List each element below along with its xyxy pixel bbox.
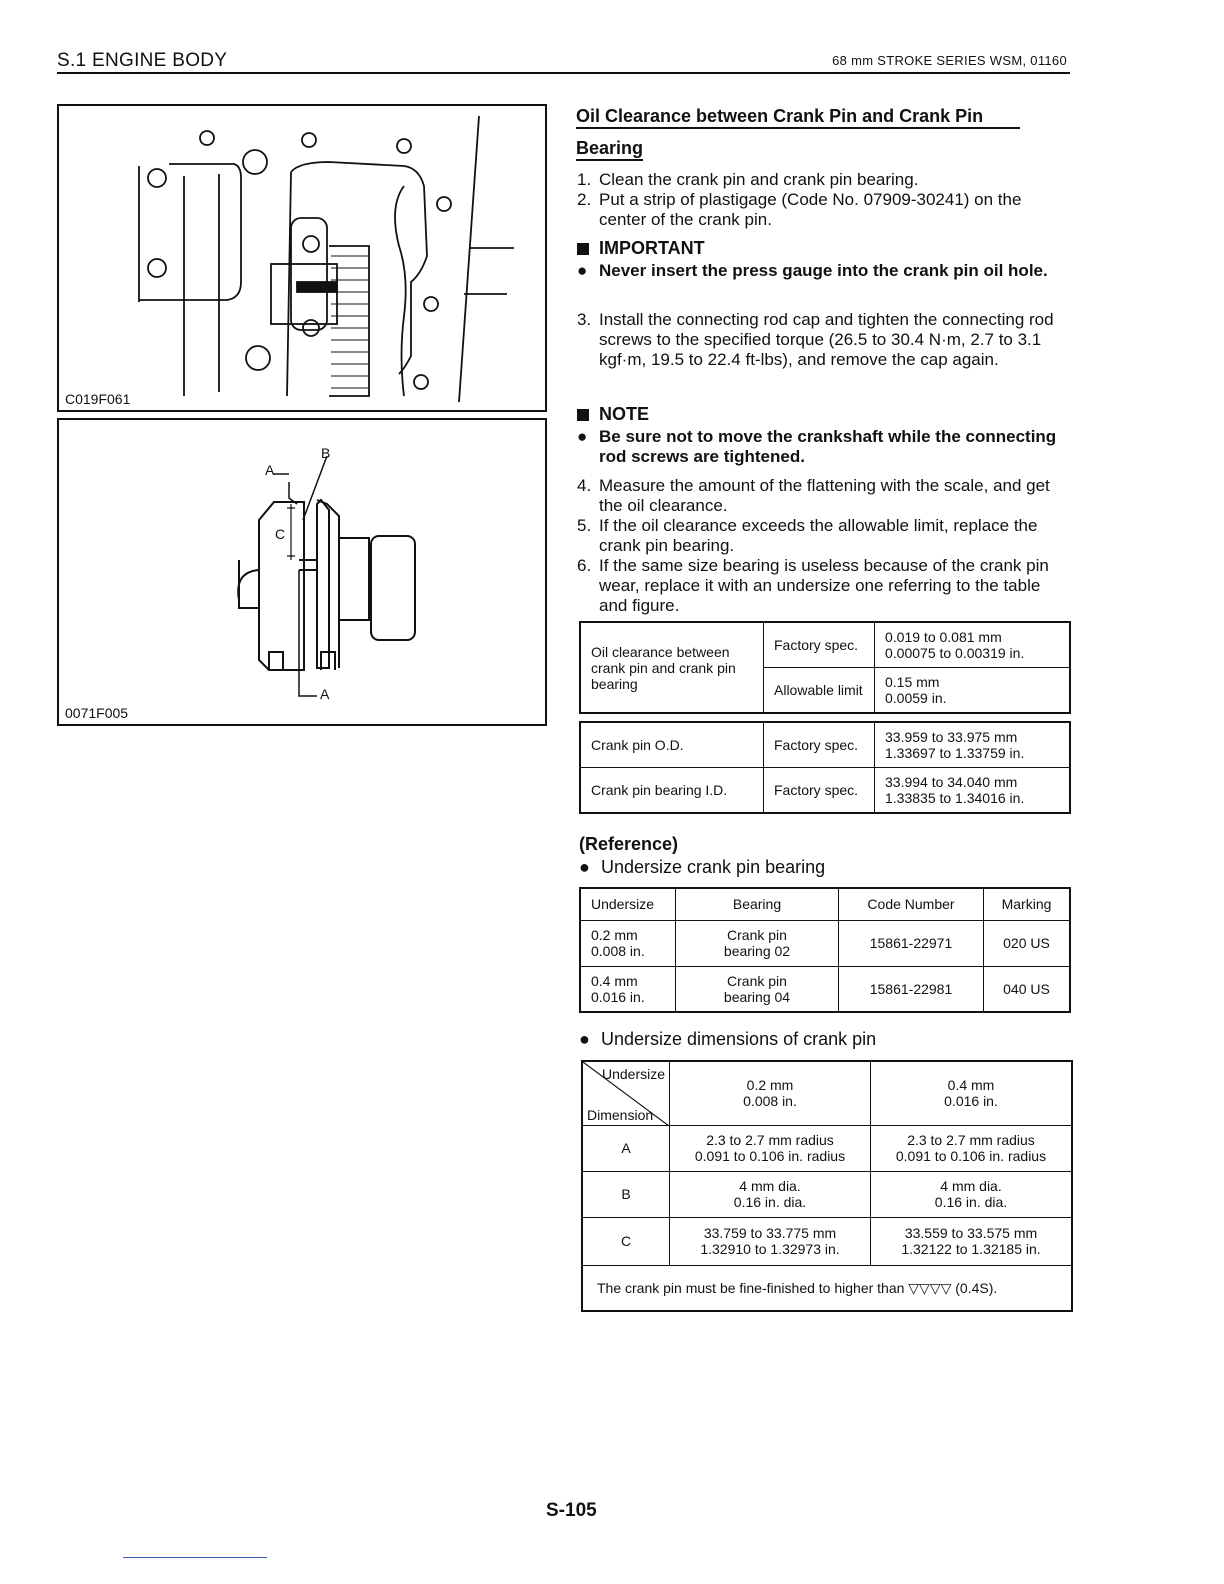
table-row <box>582 1217 1072 1265</box>
undersize-mm: 0.2 mm <box>591 927 638 943</box>
reference-bullet-text: Undersize dimensions of crank pin <box>601 1029 877 1049</box>
corner-top-label: Undersize <box>601 1066 665 1082</box>
undersize-in: 0.016 in. <box>591 988 645 1005</box>
dimension-value: 0.091 to 0.106 in. radius <box>694 1148 846 1164</box>
page-number: S-105 <box>546 1500 597 1521</box>
reference-bullet-dimensions <box>579 1029 876 1050</box>
factory-spec-label: Factory spec. <box>764 768 875 814</box>
step-text: If the oil clearance exceeds the allowable limit, replace the crank pin bearing. <box>599 516 1038 555</box>
step-text: Clean the crank pin and crank pin bearing. <box>599 170 919 189</box>
step-item <box>577 190 1067 230</box>
note-block <box>577 404 1065 467</box>
dimension-label: B <box>582 1171 670 1217</box>
dimension-value: 4 mm dia. <box>739 1178 801 1194</box>
code-number: 15861-22971 <box>839 920 984 966</box>
step-number: 4. <box>577 476 592 495</box>
dimension-value: 0.16 in. dia. <box>934 1194 1008 1210</box>
dimension-label: A <box>582 1125 670 1171</box>
col-header-in: 0.008 in. <box>743 1093 797 1110</box>
header-rule <box>57 72 1070 74</box>
table-header: Undersize <box>580 888 676 920</box>
step-number: 5. <box>577 516 592 535</box>
table-row <box>580 966 1070 1012</box>
undersize-mm: 0.4 mm <box>591 972 638 989</box>
step-number: 1. <box>577 170 592 189</box>
corner-cell <box>582 1061 670 1125</box>
factory-spec-label: Factory spec. <box>764 722 875 768</box>
bullet-icon: ● <box>577 261 588 280</box>
bullet-icon: ● <box>579 1029 590 1049</box>
section-title-line2: Bearing <box>576 137 643 161</box>
factory-spec-label: Factory spec. <box>764 622 875 668</box>
dimension-value: 1.32910 to 1.32973 in. <box>700 1241 840 1257</box>
figure-crankshaft <box>57 418 547 726</box>
dimension-value: 2.3 to 2.7 mm radius <box>706 1132 834 1148</box>
table-row <box>580 920 1070 966</box>
col-header-in: 0.016 in. <box>944 1093 998 1110</box>
step-number: 2. <box>577 190 592 209</box>
engine-block-illustration <box>59 106 545 410</box>
step-text: Install the connecting rod cap and tighten the connecting rod screws to the specified torque (26.5 to 30.4 N·m, 2.7 to 3.1 kgf·m, 19.5 to 22.4 ft-lbs), and remove the cap again. <box>599 310 1054 369</box>
bearing-name: Crank pin <box>727 972 787 989</box>
pin-od-in: 1.33697 to 1.33759 in. <box>885 745 1025 761</box>
bearing-name: Crank pin <box>727 927 787 943</box>
callout-a-top: A <box>265 462 275 478</box>
dimension-value: 4 mm dia. <box>940 1178 1002 1194</box>
important-block <box>577 238 1065 281</box>
step-item <box>577 170 1067 190</box>
oil-limit-in: 0.0059 in. <box>885 690 947 706</box>
steps-4-6 <box>577 476 1065 616</box>
crankshaft-illustration <box>59 420 545 724</box>
reference-heading: (Reference) <box>579 834 679 854</box>
table-row <box>582 1171 1072 1217</box>
table-row <box>582 1125 1072 1171</box>
dimension-value: 1.32122 to 1.32185 in. <box>901 1241 1041 1257</box>
marking: 040 US <box>984 966 1071 1012</box>
crank-pin-dimension-table <box>579 721 1071 814</box>
steps-1-2 <box>577 170 1067 230</box>
series-header: 68 mm STROKE SERIES WSM, 01160 <box>832 53 1067 68</box>
allowable-limit-label: Allowable limit <box>764 668 875 714</box>
oil-clearance-table <box>579 621 1071 714</box>
figure-plastigage <box>57 104 547 412</box>
reference-bullet-bearing <box>579 857 825 878</box>
step-number: 6. <box>577 556 592 575</box>
section-title-line1: Oil Clearance between Crank Pin and Crank Pin <box>576 105 1020 129</box>
dimension-value: 33.559 to 33.575 mm <box>904 1225 1038 1241</box>
dimension-value: 33.759 to 33.775 mm <box>703 1225 837 1241</box>
col-header-mm: 0.2 mm <box>746 1077 794 1094</box>
callout-b: B <box>321 445 331 461</box>
col-header-mm: 0.4 mm <box>947 1077 995 1094</box>
dimension-value: 0.091 to 0.106 in. radius <box>895 1148 1047 1164</box>
marking: 020 US <box>984 920 1071 966</box>
step-number: 3. <box>577 310 592 329</box>
note-text: Be sure not to move the crankshaft while the connecting rod screws are tightened. <box>599 427 1057 466</box>
important-text: Never insert the press gauge into the crank pin oil hole. <box>599 261 1048 280</box>
square-icon <box>577 409 589 421</box>
dimension-label: C <box>582 1217 670 1265</box>
callout-a-bottom: A <box>320 686 330 702</box>
dimension-value: 0.16 in. dia. <box>733 1194 807 1210</box>
section-header: S.1 ENGINE BODY <box>57 50 228 71</box>
oil-factory-mm: 0.019 to 0.081 mm <box>885 629 1002 645</box>
important-heading: IMPORTANT <box>599 238 705 258</box>
bearing-id-in: 1.33835 to 1.34016 in. <box>885 790 1025 806</box>
bearing-id-label: Crank pin bearing I.D. <box>580 768 764 814</box>
finish-footnote: The crank pin must be fine-finished to higher than ▽▽▽▽ (0.4S). <box>582 1265 1072 1311</box>
undersize-bearing-table <box>579 887 1071 1013</box>
footer-line <box>123 1557 267 1558</box>
oil-clearance-label: Oil clearance between crank pin and crank pin bearing <box>580 622 764 713</box>
undersize-in: 0.008 in. <box>591 943 645 959</box>
table-header: Marking <box>984 888 1071 920</box>
step-text: Measure the amount of the flattening with the scale, and get the oil clearance. <box>599 476 1050 515</box>
callout-c: C <box>275 526 286 542</box>
bullet-icon: ● <box>577 427 588 446</box>
bearing-name: bearing 02 <box>723 943 791 959</box>
table-header: Code Number <box>839 888 984 920</box>
bearing-id-mm: 33.994 to 34.040 mm <box>885 774 1018 790</box>
figure-label: 0071F005 <box>65 705 129 721</box>
step-text: If the same size bearing is useless because of the crank pin wear, replace it with an undersize one referring to the table and figure. <box>599 556 1049 615</box>
code-number: 15861-22981 <box>839 966 984 1012</box>
table-header: Bearing <box>676 888 839 920</box>
step-3 <box>577 310 1065 370</box>
corner-bottom-label: Dimension <box>587 1106 654 1123</box>
pin-od-mm: 33.959 to 33.975 mm <box>885 729 1018 745</box>
section-title <box>576 105 1066 161</box>
step-text: Put a strip of plastigage (Code No. 07909-30241) on the center of the crank pin. <box>599 190 1022 229</box>
bearing-name: bearing 04 <box>723 988 791 1005</box>
figure-label: C019F061 <box>65 391 131 407</box>
reference-bullet-text: Undersize crank pin bearing <box>601 857 826 877</box>
pin-od-label: Crank pin O.D. <box>580 722 764 768</box>
oil-factory-in: 0.00075 to 0.00319 in. <box>885 645 1025 661</box>
note-heading: NOTE <box>599 404 650 424</box>
oil-limit-mm: 0.15 mm <box>885 674 940 690</box>
undersize-dimension-table <box>581 1060 1073 1312</box>
bullet-icon: ● <box>579 857 590 877</box>
square-icon <box>577 243 589 255</box>
dimension-value: 2.3 to 2.7 mm radius <box>907 1132 1035 1148</box>
